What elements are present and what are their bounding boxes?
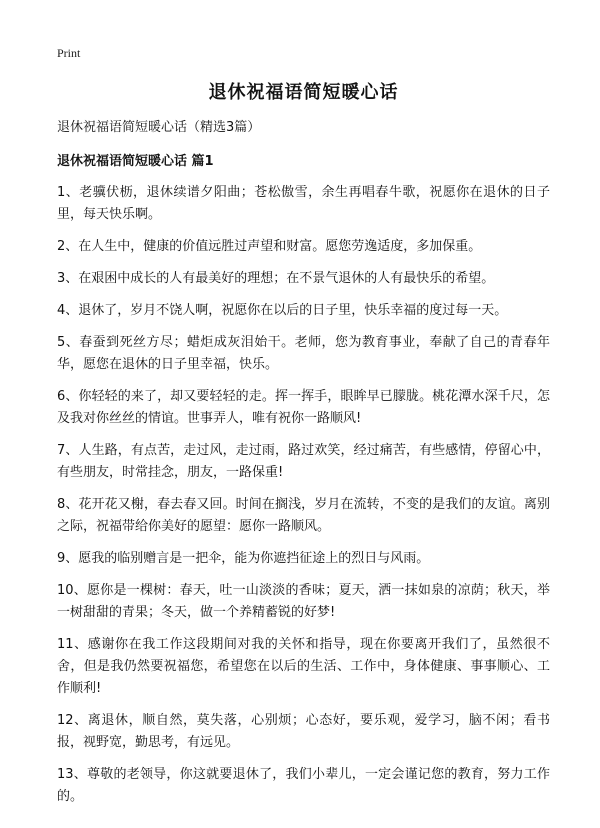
blessing-item: 7、人生路，有点苦，走过风，走过雨，路过欢笑，经过痛苦，有些感情，停留心中，有些朋友，时常挂念，朋友，一路保重! <box>57 443 550 480</box>
blessing-item: 4、退休了，岁月不饶人啊，祝愿你在以后的日子里，快乐幸福的度过每一天。 <box>57 303 508 318</box>
blessing-item: 8、花开花又榭，春去春又回。时间在搁浅，岁月在流转，不变的是我们的友谊。离别之际，祝福带给你美好的愿望：愿你一路顺风。 <box>57 497 550 534</box>
blessing-item: 2、在人生中，健康的价值远胜过声望和财富。愿您劳逸适度，多加保重。 <box>57 239 482 254</box>
page-title: 退休祝福语简短暖心话 <box>208 82 399 103</box>
blessing-list <box>57 182 550 808</box>
blessing-item: 13、尊敬的老领导，你这就要退休了，我们小辈儿，一定会谨记您的教育，努力工作的。 <box>57 767 550 804</box>
blessing-item: 12、离退休，顺自然，莫失落，心别烦；心态好，要乐观，爱学习，脑不闲；看书报，视野宽，勤思考，有远见。 <box>57 713 550 750</box>
subtitle: 退休祝福语简短暖心话（精选3篇） <box>57 120 261 135</box>
blessing-item: 5、春蚕到死丝方尽；蜡炬成灰泪始干。老师，您为教育事业，奉献了自己的青春年华，愿您在退休的日子里幸福，快乐。 <box>57 335 550 372</box>
blessing-item: 9、愿我的临别赠言是一把伞，能为你遮挡征途上的烈日与风雨。 <box>57 551 430 566</box>
blessing-item: 3、在艰困中成长的人有最美好的理想；在不景气退休的人有最快乐的希望。 <box>57 271 495 286</box>
section-heading: 退休祝福语简短暖心话 篇1 <box>57 154 214 169</box>
blessing-item: 1、老骥伏枥，退休续谱夕阳曲；苍松傲雪，余生再唱春牛歌，祝愿你在退休的日子里，每天快乐啊。 <box>57 185 550 222</box>
blessing-item: 11、感谢你在我工作这段期间对我的关怀和指导，现在你要离开我们了，虽然很不舍，但是我仍然要祝福您，希望您在以后的生活、工作中，身体健康、事事顺心、工作顺利! <box>57 637 550 696</box>
print-label[interactable]: Print <box>57 46 81 60</box>
blessing-item: 10、愿你是一棵树：春天，吐一山淡淡的香味；夏天，洒一抹如泉的凉荫；秋天，举一树甜甜的青果；冬天，做一个养精蓄锐的好梦! <box>57 583 550 620</box>
blessing-item: 6、你轻轻的来了，却又要轻轻的走。挥一挥手，眼眸早已朦胧。桃花潭水深千尺，怎及我对你丝丝的情谊。世事弄人，唯有祝你一路顺风! <box>57 389 550 426</box>
